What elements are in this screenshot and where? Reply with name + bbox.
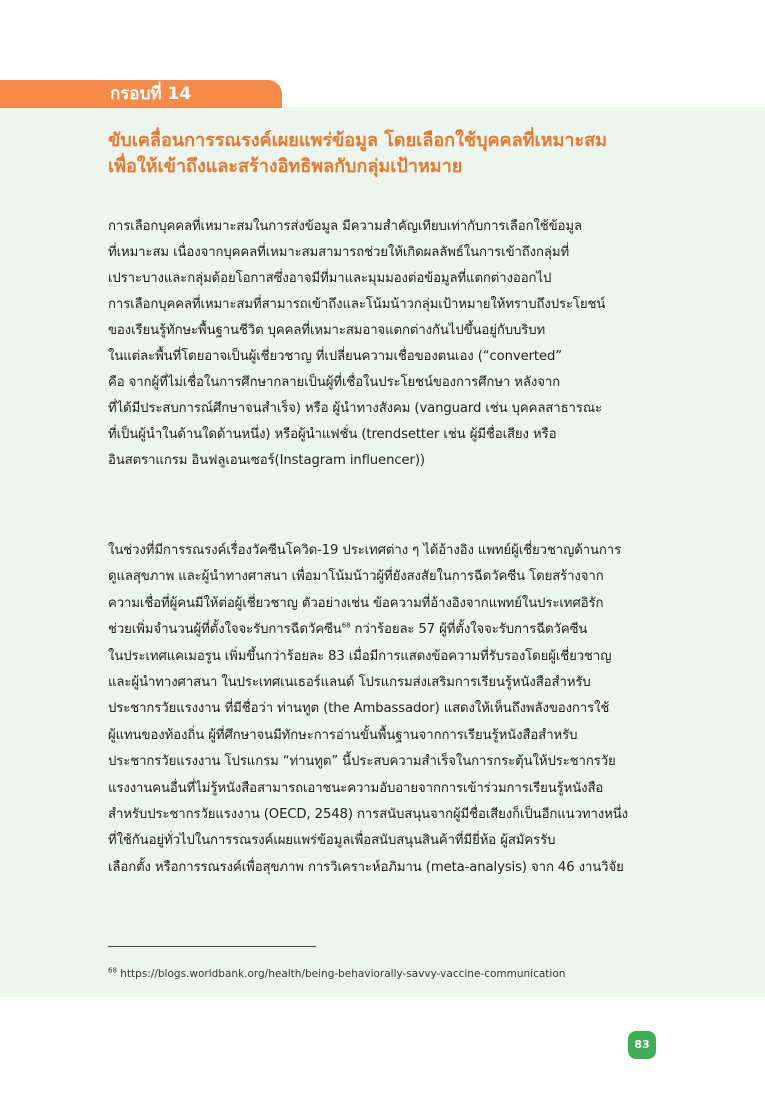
paragraph-line-with-footnote <box>108 617 658 643</box>
paragraph-line: ในประเทศแคเมอรูน เพิ่มขึ้นกว่าร้อยละ 83 เมื่อมีการแสดงข้อความที่รับรองโดยผู้เชี่ยวชาญ <box>108 648 612 664</box>
box-label: กรอบที่ 14 <box>110 84 192 104</box>
paragraph-line: ที่ใช้กันอยู่ทั่วไปในการรณรงค์เผยแพร่ข้อมูลเพื่อสนับสนุนสินค้าที่มียี่ห้อ ผู้สมัครรับ <box>108 833 556 849</box>
page-number-badge <box>628 1031 656 1059</box>
paragraph-line: คือ จากผู้ที่ไม่เชื่อในการศึกษากลายเป็นผู้ที่เชื่อในประโยชน์ของการศึกษา หลังจาก <box>108 375 561 390</box>
paragraph-line: เลือกตั้ง หรือการรณรงค์เพื่อสุขภาพ การวิเคราะห์อภิมาน (meta-analysis) จาก 46 งานวิจัย <box>108 859 624 875</box>
paragraph-line: ที่เป็นผู้นำในด้านใดด้านหนึ่ง) หรือผู้นำแฟชั่น (trendsetter เช่น ผู้มีชื่อเสียง หรือ <box>108 427 557 442</box>
paragraph-line: ความเชื่อที่ผู้คนมีให้ต่อผู้เชี่ยวชาญ ตัวอย่างเช่น ข้อความที่อ้างอิงจากแพทย์ในประเทศอิรัก <box>108 595 604 611</box>
paragraph-line: สำหรับประชากรวัยแรงงาน (OECD, 2548) การสนับสนุนจากผู้มีชื่อเสียงก็เป็นอีกแนวทางหนึ่ง <box>108 807 628 823</box>
paragraph-line: อินสตราแกรม อินฟลูเอนเซอร์(Instagram influencer)) <box>108 453 425 468</box>
paragraph-text: กว่าร้อยละ 57 ผู้ที่ตั้งใจจะรับการฉีดวัคซีน <box>350 622 588 638</box>
footnote-divider <box>108 946 316 947</box>
page-number: 83 <box>634 1038 650 1051</box>
paragraph-line: เปราะบางและกลุ่มด้อยโอกาสซึ่งอาจมีที่มาและมุมมองต่อข้อมูลที่แตกต่างออกไป <box>108 271 552 286</box>
box-title-line: เพื่อให้เข้าถึงและสร้างอิทธิพลกับกลุ่มเป้าหมาย <box>108 156 463 177</box>
paragraph-line: ผู้แทนของท้องถิ่น ผู้ที่ศึกษาจนมีทักษะการอ่านขั้นพื้นฐานจากการเรียนรู้หนังสือสำหรับ <box>108 727 578 743</box>
footnote-reference[interactable]: 68 <box>341 621 351 630</box>
paragraph-line: ดูแลสุขภาพ และผู้นำทางศาสนา เพื่อมาโน้มน้าวผู้ที่ยังสงสัยในการฉีดวัคซีน โดยสร้างจาก <box>108 569 604 585</box>
paragraph-line: ประชากรวัยแรงงาน โปรแกรม “ท่านทูต” นี้ประสบความสำเร็จในการกระตุ้นให้ประชากรวัย <box>108 754 616 770</box>
paragraph-2 <box>108 538 658 881</box>
paragraph-line: ของเรียนรู้ทักษะพื้นฐานชีวิต บุคคลที่เหมาะสมอาจแตกต่างกันไปขึ้นอยู่กับบริบท <box>108 323 546 338</box>
footnote <box>108 968 668 980</box>
box-title <box>108 128 668 180</box>
paragraph-line: การเลือกบุคคลที่เหมาะสมที่สามารถเข้าถึงและโน้มน้าวกลุ่มเป้าหมายให้ทราบถึงประโยชน์ <box>108 297 606 312</box>
box-title-line: ขับเคลื่อนการรณรงค์เผยแพร่ข้อมูล โดยเลือกใช้บุคคลที่เหมาะสม <box>108 130 607 151</box>
footnote-link[interactable]: https://blogs.worldbank.org/health/being-behaviorally-savvy-vaccine-communication <box>116 968 566 980</box>
paragraph-text: ช่วยเพิ่มจำนวนผู้ที่ตั้งใจจะรับการฉีดวัคซีน <box>108 622 342 638</box>
paragraph-line: แรงงานคนอื่นที่ไม่รู้หนังสือสามารถเอาชนะความอับอายจากการเข้าร่วมการเรียนรู้หนังสือ <box>108 780 604 796</box>
paragraph-line: ในช่วงที่มีการรณรงค์เรื่องวัคซีนโควิด-19 ประเทศต่าง ๆ ได้อ้างอิง แพทย์ผู้เชี่ยวชาญด้านการ <box>108 543 622 558</box>
paragraph-line: ที่เหมาะสม เนื่องจากบุคคลที่เหมาะสมสามารถช่วยให้เกิดผลลัพธ์ในการเข้าถึงกลุ่มที่ <box>108 245 570 260</box>
paragraph-line: ที่ได้มีประสบการณ์ศึกษาจนสำเร็จ) หรือ ผู้นำทางสังคม (vanguard เช่น บุคคลสาธารณะ <box>108 401 602 416</box>
paragraph-line: การเลือกบุคคลที่เหมาะสมในการส่งข้อมูล มีความสำคัญเทียบเท่ากับการเลือกใช้ข้อมูล <box>108 219 582 234</box>
box-label-tab <box>0 80 282 108</box>
paragraph-line: ประชากรวัยแรงงาน ที่มีชื่อว่า ท่านทูต (the Ambassador) แสดงให้เห็นถึงพลังของการใช้ <box>108 701 610 717</box>
paragraph-line: ในแต่ละพื้นที่โดยอาจเป็นผู้เชี่ยวชาญ ที่เปลี่ยนความเชื่อของตนเอง (“converted” <box>108 349 562 364</box>
paragraph-line: และผู้นำทางศาสนา ในประเทศเนเธอร์แลนด์ โปรแกรมส่งเสริมการเรียนรู้หนังสือสำหรับ <box>108 675 591 691</box>
paragraph-1 <box>108 214 658 474</box>
footnote-number: 68 <box>108 966 117 975</box>
